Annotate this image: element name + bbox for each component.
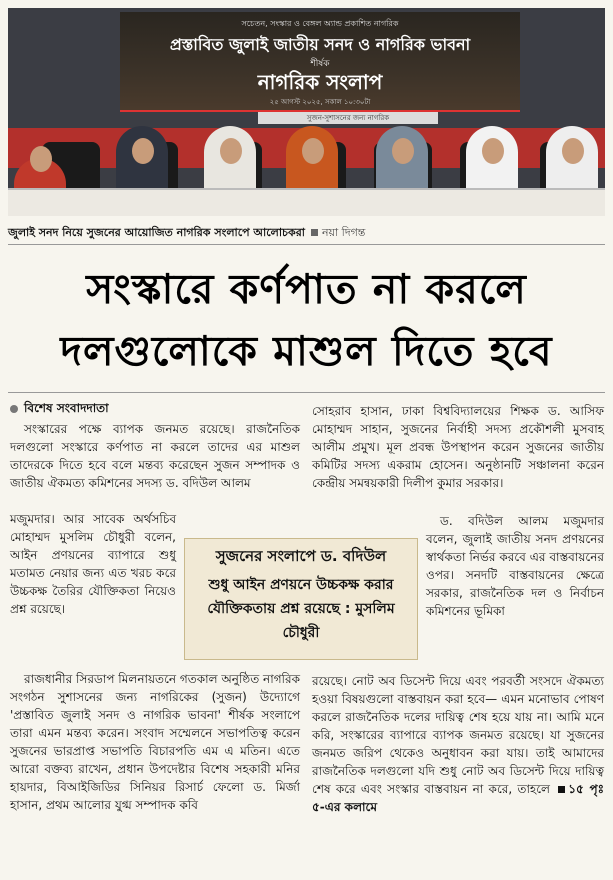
jump-text: ১৫ পৃঃ ৫-এর কলামে xyxy=(312,782,605,814)
pull-quote-text: শুধু আইন প্রণয়নে উচ্চকক্ষ করার যৌক্তিকতায় প্রশ্ন রয়েছে : মুসলিম চৌধুরী xyxy=(207,577,395,641)
pull-quote-kicker: সুজনের সংলাপে ড. বদিউল xyxy=(215,547,387,565)
pull-quote-box xyxy=(184,538,418,660)
article-column-left-bottom xyxy=(10,670,300,814)
paragraph: রয়েছে। নোট অব ডিসেন্ট দিয়ে এবং পরবর্তী সংসদে ঐকমত্য হওয়া বিষয়গুলো বাস্তবায়ন করা হবে— এমন মনোভাব পোষণ করলে রাজনৈতিক দলের দায়িত্ব শেষ হয়ে যায় না। আমি মনে করি, সংস্কারের ব্যাপারে ব্যাপক জনমত রয়েছে। যা সুজনের জনমত জরিপ থেকেও অনুধাবন করা যায়। তাই আমাদের রাজনৈতিক দলগুলো যদি শুধু নোট অব ডিসেন্ট দিয়ে দায়িত্ব শেষ করে এবং সংস্কার বাস্তবায়ন না করে, তাহলে xyxy=(312,674,604,796)
banner-date: ২৫ আগস্ট ২০২৫, সকাল ১০:৩০টা xyxy=(269,98,371,106)
article-column-right xyxy=(312,402,604,492)
headline-line-1: সংস্কারে কর্ণপাত না করলে xyxy=(86,265,527,313)
square-bullet-icon xyxy=(558,786,565,793)
caption-text: জুলাই সনদ নিয়ে সুজনের আয়োজিত নাগরিক সংলাপে আলোচকরা xyxy=(8,226,305,239)
divider xyxy=(8,244,605,245)
byline xyxy=(10,400,109,420)
news-photo xyxy=(8,8,605,216)
divider xyxy=(8,392,605,393)
banner-main: নাগরিক সংলাপ xyxy=(257,70,383,94)
paragraph: সংস্কারের পক্ষে ব্যাপক জনমত রয়েছে। রাজনৈতিক দলগুলো সংস্কারে কর্ণপাত না করলে তাদের এর মাশুল তাদেরকে দিতে হবে বলে মন্তব্য করেছেন সুজন সম্পাদক ও জাতীয় ঐকমত্য কমিশনের সদস্য ড. বদিউল আলম xyxy=(10,422,300,490)
headline-line-2: দলগুলোকে মাশুল দিতে হবে xyxy=(60,327,553,375)
article-column-right-bottom xyxy=(312,672,604,816)
banner-title: প্রস্তাবিত জুলাই জাতীয় সনদ ও নাগরিক ভাবনা xyxy=(169,35,471,54)
paragraph: মজুমদার। আর সাবেক অর্থসচিব মোহাম্মদ মুসলিম চৌধুরী বলেন, আইন প্রণয়নের ব্যাপারে শুধু মতামত নেয়ার জন্য এত খরচ করে উচ্চকক্ষ তৈরির যৌক্তিকতা নিয়েও প্রশ্ন রয়েছে। xyxy=(10,512,176,616)
panelist-head xyxy=(302,138,324,164)
stage-backdrop xyxy=(120,12,520,112)
paragraph: সোহরাব হাসান, ঢাকা বিশ্ববিদ্যালয়ের শিক্ষক ড. আসিফ মোহাম্মদ সাহান, সুজনের নির্বাহী সদস্য প্রকৌশলী মুসবাহ আলীম প্রমুখ। মূল প্রবন্ধ উপস্থাপন করেন সুজনের জাতীয় কমিটির সদস্য একরাম হোসেন। অনুষ্ঠানটি সঞ্চালনা করেন কেন্দ্রীয় সমন্বয়কারী দিলীপ কুমার সরকার। xyxy=(312,404,604,490)
panelist-head xyxy=(482,138,504,164)
paragraph: রাজধানীর সিরডাপ মিলনায়তনে গতকাল অনুষ্ঠিত নাগরিক সংগঠন সুশাসনের জন্য নাগরিকের (সুজন) উদ্যোগে 'প্রস্তাবিত জুলাই সনদ ও নাগরিক ভাবনা' শীর্ষক সংলাপে তারা এমন মন্তব্য করেন। সংবাদ সম্মেলনে সভাপতিত্ব করেন সুজনের ভারপ্রাপ্ত সভাপতি বিচারপতি এম এ মতিন। এতে আরো বক্তব্য রাখেন, প্রধান উপদেষ্টার বিশেষ সহকারী মনির হায়দার, বিআইজিডির সিনিয়র রিসার্চ ফেলো ড. মির্জা হাসান, প্রথম আলোর যুগ্ম সম্পাদক কবি xyxy=(10,672,300,812)
panelist-head xyxy=(392,138,414,164)
article-column-left xyxy=(10,420,300,492)
article-column-left-narrow xyxy=(10,510,176,618)
caption-source: নয়া দিগন্ত xyxy=(321,226,366,239)
byline-text: বিশেষ সংবাদদাতা xyxy=(24,401,109,415)
bullet-icon xyxy=(10,405,18,413)
panelist-head xyxy=(132,138,154,164)
panelist-head xyxy=(562,138,584,164)
banner-top-text: সচেতন, সংস্কার ও বেঙ্গল অ্যান্ড প্রকাশিত নাগরিক xyxy=(241,19,399,28)
article-column-right-narrow xyxy=(426,512,604,620)
banner-bottom: সুজন-সুশাসনের জন্য নাগরিক xyxy=(258,112,438,124)
square-bullet-icon xyxy=(311,229,318,236)
paragraph: ড. বদিউল আলম মজুমদার বলেন, জুলাই জাতীয় সনদ প্রণয়নের স্বার্থকতা নির্ভর করবে এর বাস্তবায়নের ওপর। সনদটি বাস্তবায়নের ক্ষেত্রে সরকার, রাজনৈতিক দল ও নির্বাচন কমিশনের ভূমিকা xyxy=(426,514,604,618)
panelist-head xyxy=(30,146,52,172)
banner-sub: শীর্ষক xyxy=(310,59,330,69)
photo-caption xyxy=(8,224,605,243)
panel-table xyxy=(8,188,605,216)
panelist-head xyxy=(220,138,242,164)
